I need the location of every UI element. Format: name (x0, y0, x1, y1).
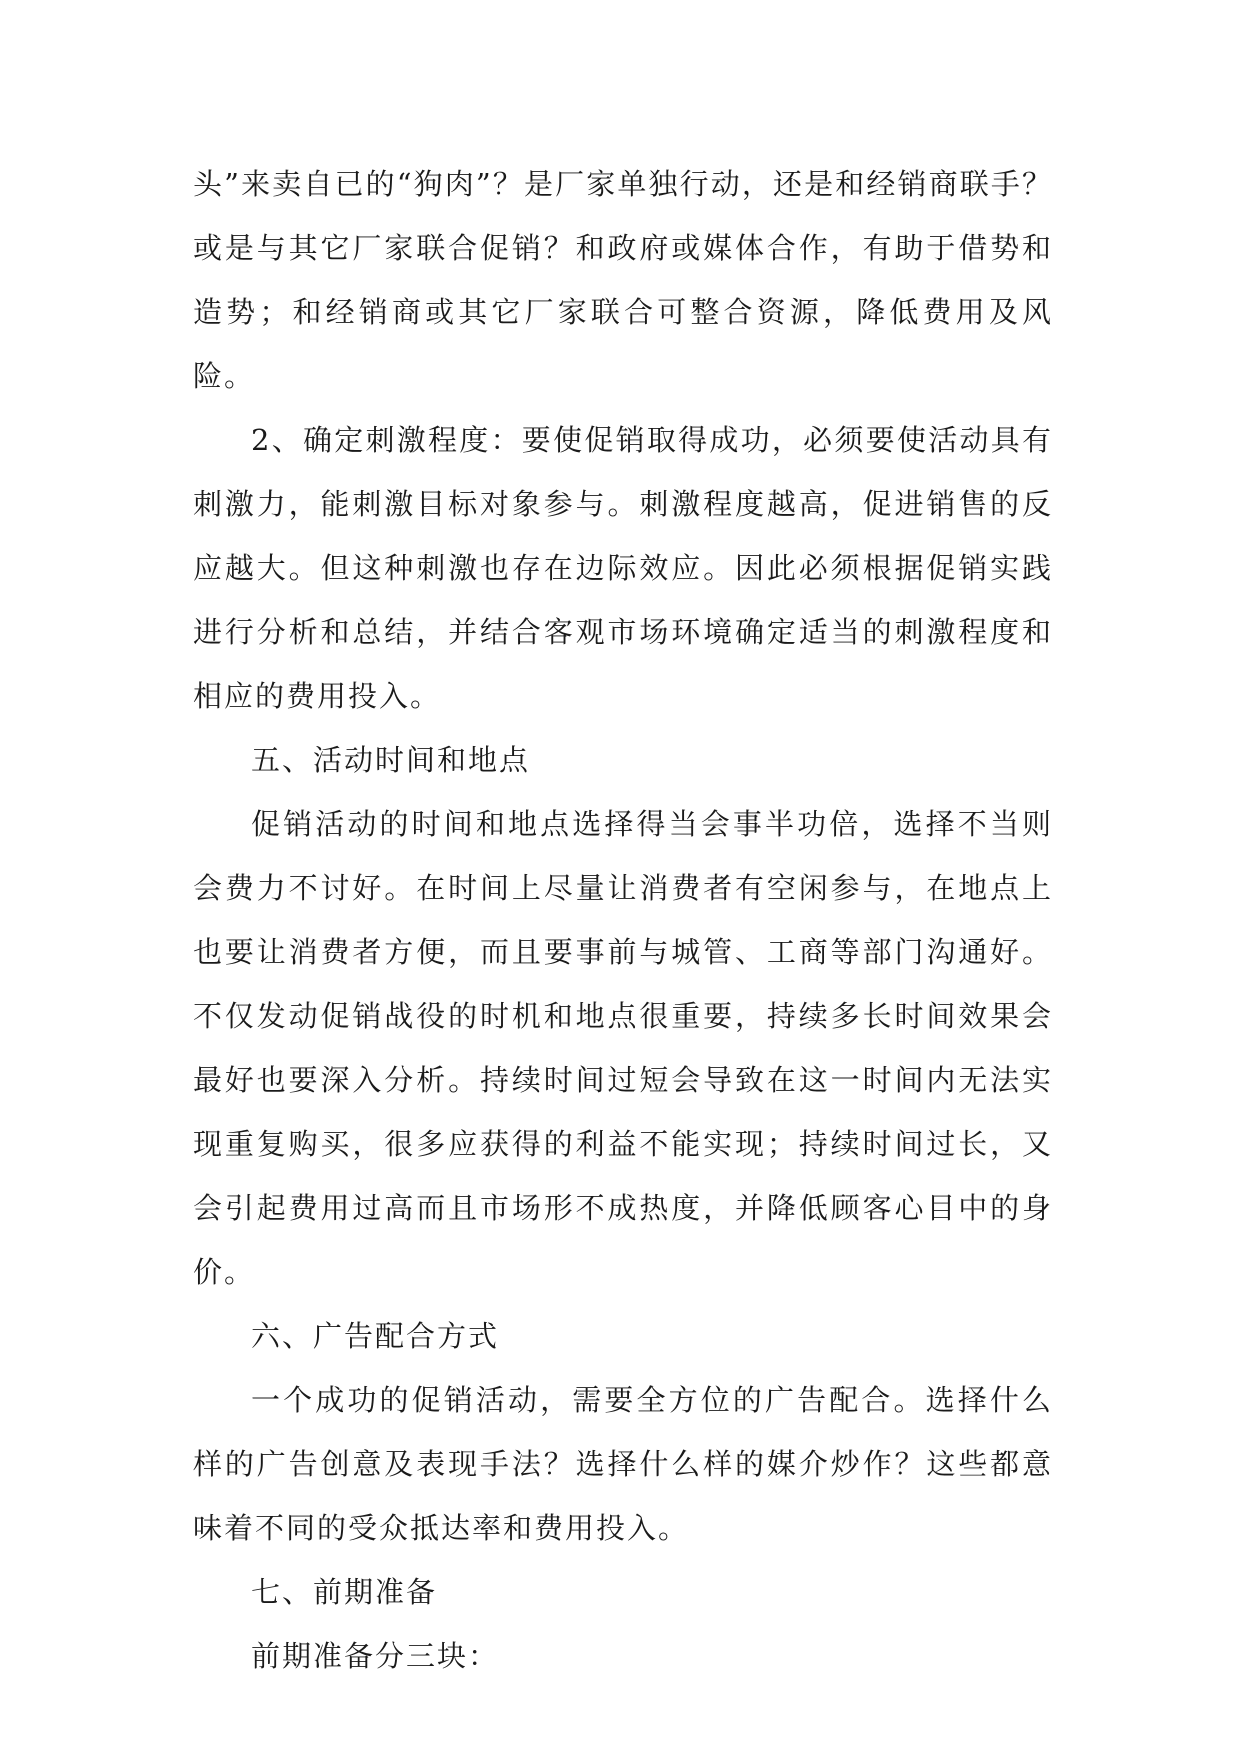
document-body (193, 152, 1053, 1688)
section-heading-preparation: 七、前期准备 (251, 1575, 438, 1609)
section-heading-advertising: 六、广告配合方式 (251, 1319, 500, 1353)
paragraph-preparation: 前期准备分三块： (251, 1639, 500, 1673)
paragraph-advertising: 一个成功的促销活动，需要全方位的广告配合。选择什么样的广告创意及表现手法？选择什么样的媒介炒作？这些都意味着不同的受众抵达率和费用投入。 (193, 1383, 1053, 1545)
paragraph-continuation: 头”来卖自已的“狗肉”？是厂家单独行动，还是和经销商联手？或是与其它厂家联合促销？和政府或媒体合作，有助于借势和造势；和经销商或其它厂家联合可整合资源，降低费用及风险。 (193, 167, 1053, 393)
section-heading-time-location: 五、活动时间和地点 (251, 743, 531, 777)
paragraph-stimulus-level: 2、确定刺激程度：要使促销取得成功，必须要使活动具有刺激力，能刺激目标对象参与。刺激程度越高，促进销售的反应越大。但这种刺激也存在边际效应。因此必须根据促销实践进行分析和总结，并结合客观市场环境确定适当的刺激程度和相应的费用投入。 (193, 423, 1053, 713)
paragraph-time-location: 促销活动的时间和地点选择得当会事半功倍，选择不当则会费力不讨好。在时间上尽量让消费者有空闲参与，在地点上也要让消费者方便，而且要事前与城管、工商等部门沟通好。不仅发动促销战役的时机和地点很重要，持续多长时间效果会最好也要深入分析。持续时间过短会导致在这一时间内无法实现重复购买，很多应获得的利益不能实现；持续时间过长，又会引起费用过高而且市场形不成热度，并降低顾客心目中的身价。 (193, 807, 1053, 1289)
